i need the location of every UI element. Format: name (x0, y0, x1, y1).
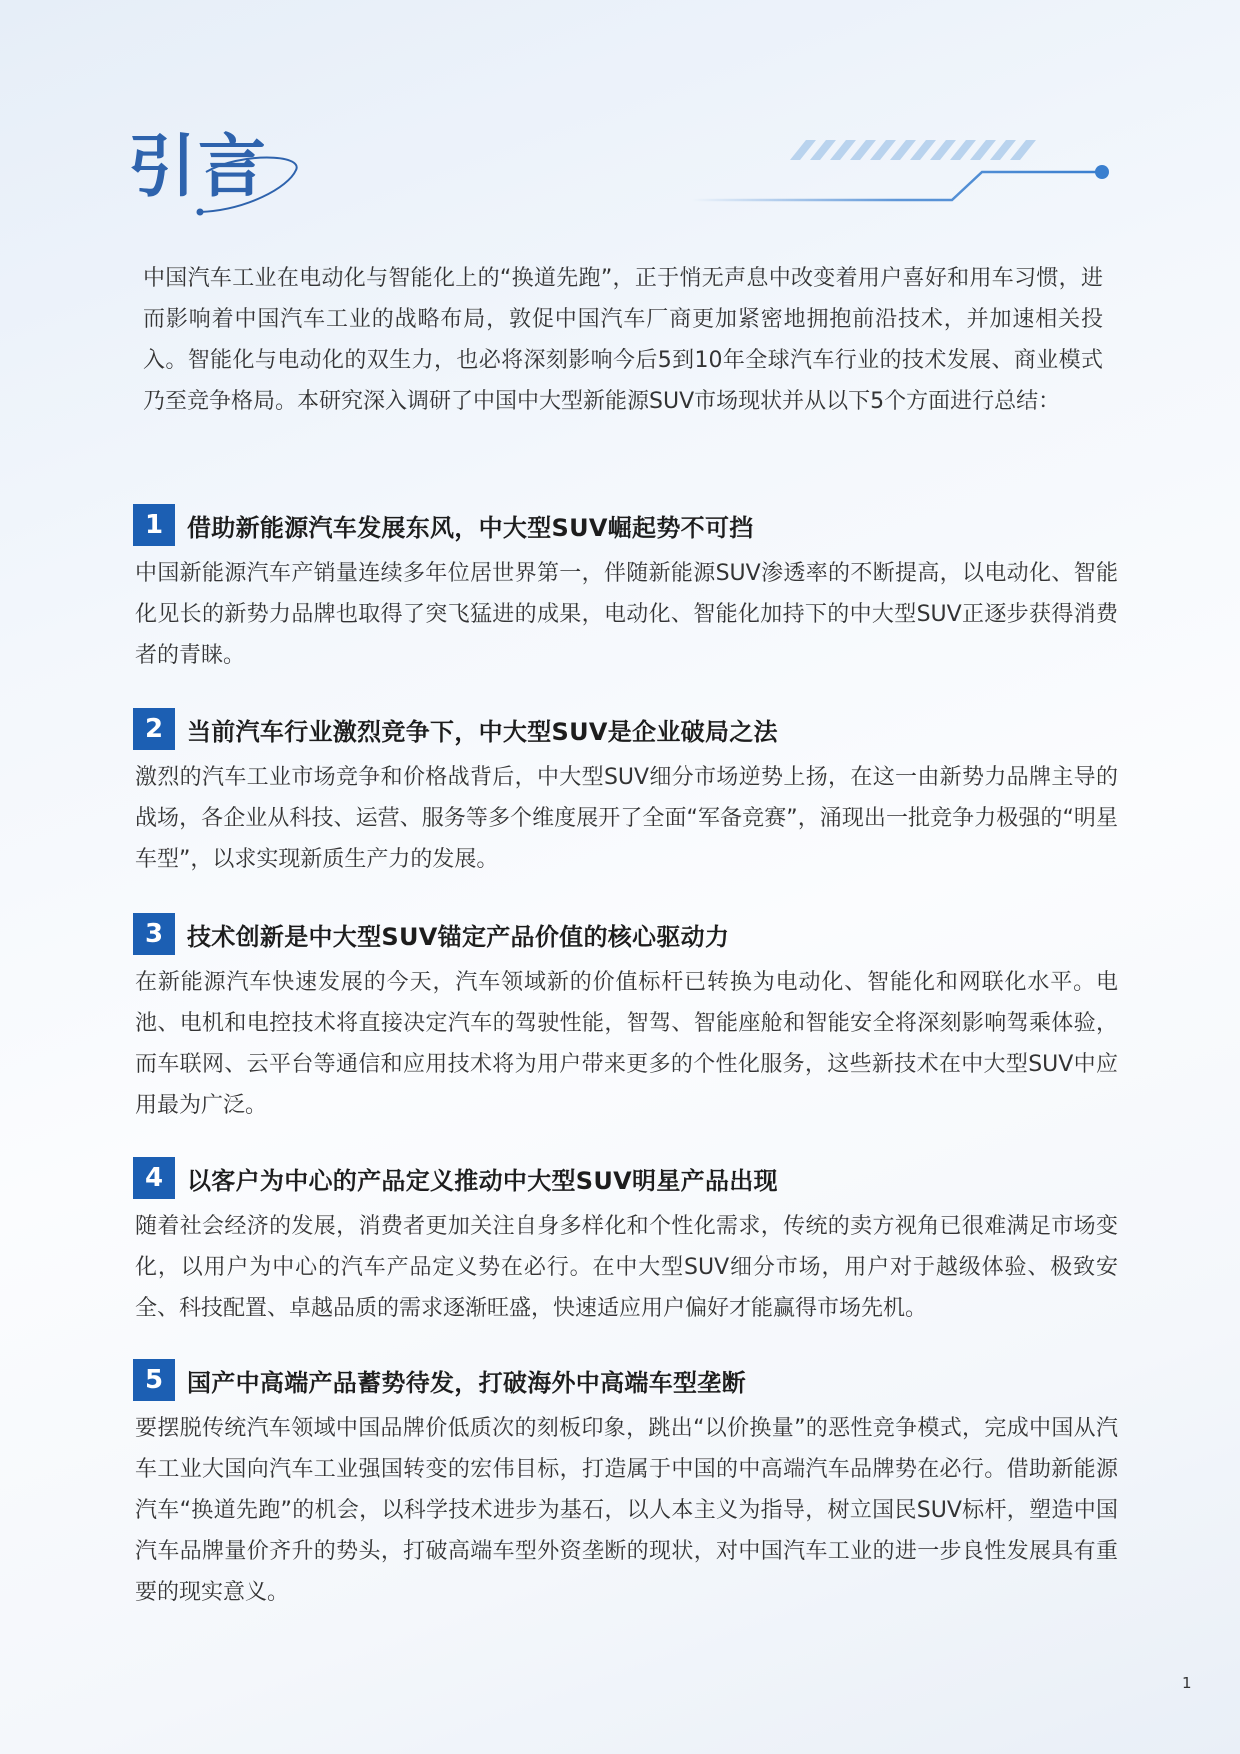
header-decoration (690, 130, 1110, 210)
section-header (133, 707, 1118, 751)
section-header (133, 912, 1118, 956)
section-number-badge: 2 (133, 708, 175, 750)
section-5 (133, 1358, 1118, 1613)
section-body: 在新能源汽车快速发展的今天，汽车领域新的价值标杆已转换为电动化、智能化和网联化水平。电池、电机和电控技术将直接决定汽车的驾驶性能，智驾、智能座舱和智能安全将深刻影响驾乘体验，而车联网、云平台等通信和应用技术将为用户带来更多的个性化服务，这些新技术在中大型SUV中应用最为广泛。 (135, 970, 1118, 1118)
section-3 (133, 912, 1118, 1126)
section-number-badge: 3 (133, 913, 175, 955)
section-number-badge: 1 (133, 504, 175, 546)
page-title: 引言 (128, 128, 269, 207)
section-body: 中国新能源汽车产销量连续多年位居世界第一，伴随新能源SUV渗透率的不断提高，以电动化、智能化见长的新势力品牌也取得了突飞猛进的成果，电动化、智能化加持下的中大型SUV正逐步获得消费者的青睐。 (135, 561, 1118, 668)
section-number-badge: 4 (133, 1157, 175, 1199)
section-body: 激烈的汽车工业市场竞争和价格战背后，中大型SUV细分市场逆势上扬，在这一由新势力品牌主导的战场，各企业从科技、运营、服务等多个维度展开了全面“军备竞赛”，涌现出一批竞争力极强的“明星车型”，以求实现新质生产力的发展。 (135, 765, 1118, 872)
hatch-stripes-decoration (790, 140, 1036, 160)
page-number: 1 (1182, 1674, 1192, 1692)
section-2 (133, 707, 1118, 880)
section-header (133, 1156, 1118, 1200)
connector-line-decoration (692, 172, 1100, 200)
intro-paragraph: 中国汽车工业在电动化与智能化上的“换道先跑”，正于悄无声息中改变着用户喜好和用车习惯，进而影响着中国汽车工业的战略布局，敦促中国汽车厂商更加紧密地拥抱前沿技术，并加速相关投入。智能化与电动化的双生力，也必将深刻影响今后5到10年全球汽车行业的技术发展、商业模式乃至竞争格局。本研究深入调研了中国中大型新能源SUV市场现状并从以下5个方面进行总结： (143, 266, 1103, 414)
section-body: 要摆脱传统汽车领域中国品牌价低质次的刻板印象，跳出“以价换量”的恶性竞争模式，完成中国从汽车工业大国向汽车工业强国转变的宏伟目标，打造属于中国的中高端汽车品牌势在必行。借助新能源汽车“换道先跑”的机会，以科学技术进步为基石，以人本主义为指导，树立国民SUV标杆，塑造中国汽车品牌量价齐升的势头，打破高端车型外资垄断的现状，对中国汽车工业的进一步良性发展具有重要的现实意义。 (135, 1416, 1118, 1605)
section-title: 当前汽车行业激烈竞争下，中大型SUV是企业破局之法 (187, 717, 778, 746)
section-title: 国产中高端产品蓄势待发，打破海外中高端车型垄断 (187, 1368, 746, 1397)
section-title: 借助新能源汽车发展东风，中大型SUV崛起势不可挡 (187, 513, 754, 542)
section-title: 技术创新是中大型SUV锚定产品价值的核心驱动力 (187, 922, 730, 951)
section-title: 以客户为中心的产品定义推动中大型SUV明星产品出现 (187, 1166, 778, 1195)
connector-dot-decoration (1095, 165, 1109, 179)
section-4 (133, 1156, 1118, 1329)
section-header (133, 1358, 1118, 1402)
section-body: 随着社会经济的发展，消费者更加关注自身多样化和个性化需求，传统的卖方视角已很难满足市场变化，以用户为中心的汽车产品定义势在必行。在中大型SUV细分市场，用户对于越级体验、极致安全、科技配置、卓越品质的需求逐渐旺盛，快速适应用户偏好才能赢得市场先机。 (135, 1214, 1118, 1321)
section-header (133, 503, 1118, 547)
title-block (128, 128, 308, 228)
title-swoosh-decoration (128, 128, 308, 228)
section-number-badge: 5 (133, 1359, 175, 1401)
section-1 (133, 503, 1118, 676)
